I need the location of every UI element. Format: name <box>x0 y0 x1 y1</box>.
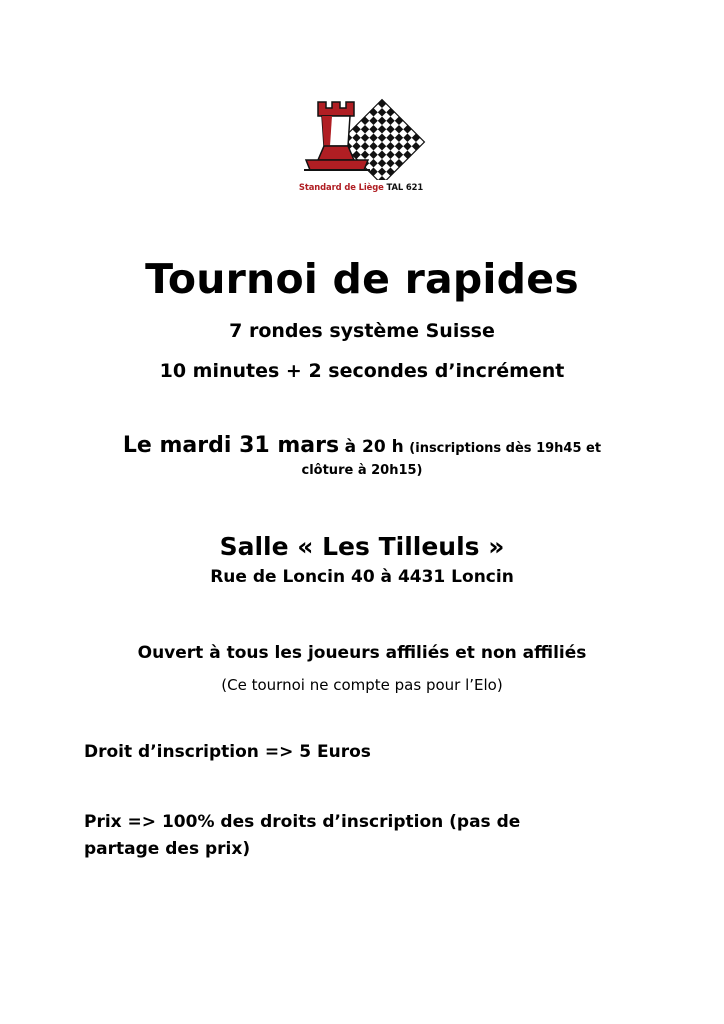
club-code: TAL 621 <box>386 182 424 192</box>
venue-name: Salle « Les Tilleuls » <box>219 532 505 561</box>
prize-line-2: partage des prix) <box>84 839 251 859</box>
prize-line-1: Prix => 100% des droits d’inscription (pas de <box>84 812 521 832</box>
date-line <box>0 433 724 458</box>
registration-closing: clôture à 20h15) <box>301 463 423 478</box>
page-title: Tournoi de rapides <box>145 255 579 303</box>
registration-details: (inscriptions dès 19h45 et <box>409 441 602 456</box>
logo-caption <box>296 182 426 192</box>
eligibility-text: Ouvert à tous les joueurs affiliés et non affiliés <box>137 643 587 663</box>
time-control-info: 10 minutes + 2 secondes d’incrément <box>159 360 565 382</box>
date-main: Le mardi 31 mars <box>122 433 340 458</box>
entry-fee: Droit d’inscription => 5 Euros <box>84 742 371 762</box>
rounds-info: 7 rondes système Suisse <box>229 320 495 342</box>
date-time: à 20 h <box>344 437 404 457</box>
club-name: Standard de Liège <box>298 182 384 192</box>
elo-note: (Ce tournoi ne compte pas pour l’Elo) <box>221 676 503 694</box>
rook-on-checkerboard-logo <box>296 98 426 180</box>
club-logo <box>296 98 426 198</box>
venue-address: Rue de Loncin 40 à 4431 Loncin <box>210 567 514 587</box>
